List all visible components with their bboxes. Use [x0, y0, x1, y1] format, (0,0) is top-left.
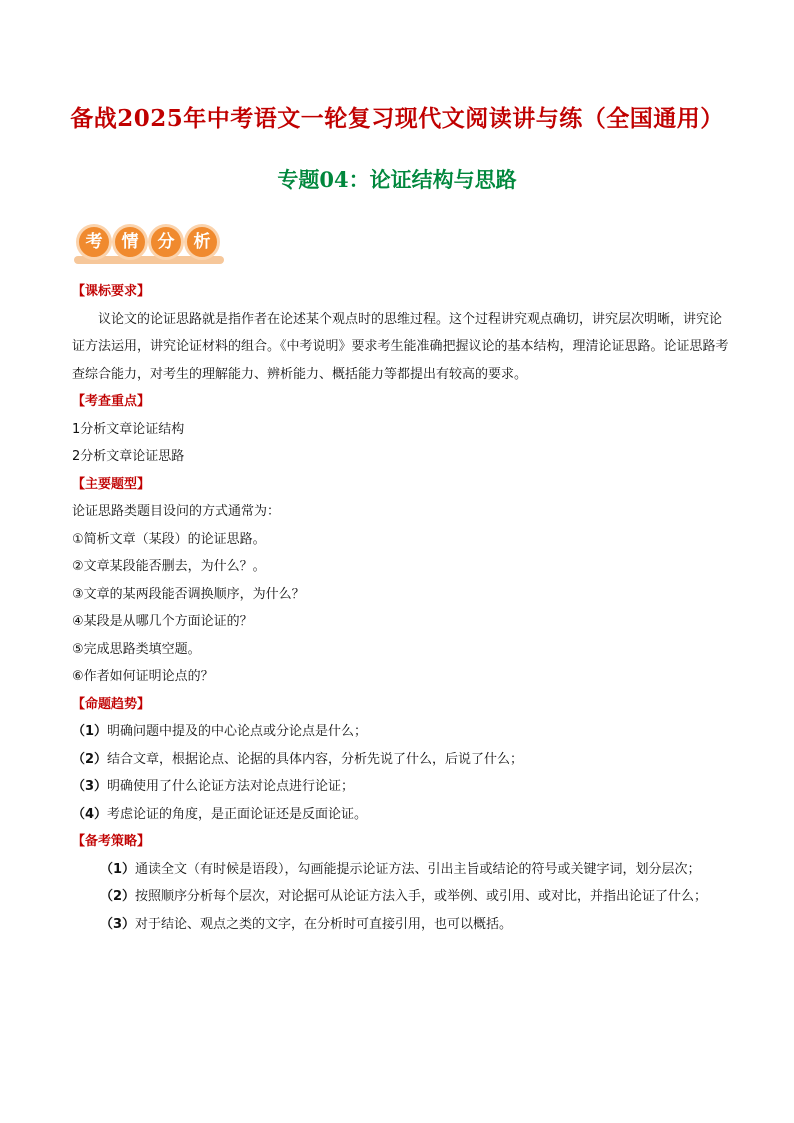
heading-qushi: 【命题趋势】: [72, 696, 151, 712]
item-text: 明确问题中提及的中心论点或分论点是什么；: [107, 724, 368, 739]
section-badge: [74, 222, 234, 268]
heading-kaocha: 【考查重点】: [72, 394, 151, 409]
heading-tixing: 【主要题型】: [72, 476, 151, 492]
item-number: （3）: [72, 779, 108, 794]
item-text: 通读全文（有时候是语段），勾画能提示论证方法、引出主旨或结论的符号或关键字词，划分层次；: [135, 861, 701, 877]
item-text: 按照顺序分析每个层次，对论据可从论证方法入手，或举例、或引用、或对比，并指出论证了什么；: [135, 889, 708, 904]
tixing-intro: 论证思路类题目设问的方式通常为：: [72, 504, 281, 519]
celue-item: [72, 911, 732, 939]
document-subtitle: 专题04：论证结构与思路: [277, 167, 517, 192]
celue-item: [72, 856, 732, 884]
item-number: （1）: [72, 724, 108, 739]
kaocha-item: 1分析文章论证结构: [72, 421, 185, 437]
badge-char-3: 分: [148, 224, 184, 260]
tixing-item: ⑥作者如何证明论点的？: [72, 669, 214, 684]
heading-kebiao: 【课标要求】: [72, 284, 151, 299]
badge-char-4: 析: [184, 224, 220, 260]
kebiao-text: 议论文的论证思路就是指作者在论述某个观点时的思维过程。这个过程讲究观点确切，讲究层次明晰，讲究论证方法运用，讲究论证材料的组合。《中考说明》要求考生能准确把握议论的基本结构，理清论证思路。论证思路考查综合能力，对考生的理解能力、辨析能力、概括能力等都提出有较高的要求。: [72, 311, 729, 382]
tixing-item: ③文章的某两段能否调换顺序，为什么？: [72, 586, 305, 602]
item-text: 对于结论、观点之类的文字，在分析时可直接引用，也可以概括。: [135, 916, 513, 932]
main-content: [72, 278, 732, 938]
item-number: （1）: [100, 861, 136, 877]
item-number: （4）: [72, 806, 108, 822]
badge-char-2: 情: [112, 224, 148, 260]
celue-item: [72, 883, 732, 911]
item-number: （2）: [72, 751, 108, 767]
item-text: 结合文章，根据论点、论据的具体内容，分析先说了什么，后说了什么；: [107, 751, 524, 767]
qushi-item: [72, 718, 732, 746]
item-text: 明确使用了什么论证方法对论点进行论证；: [107, 779, 355, 794]
tixing-item: ②文章某段能否删去，为什么？。: [72, 559, 266, 574]
tixing-item: ⑤完成思路类填空题。: [72, 641, 201, 657]
kaocha-item: 2分析文章论证思路: [72, 449, 185, 464]
badge-char-1: 考: [76, 224, 112, 260]
item-number: （2）: [100, 889, 136, 904]
tixing-item: ④某段是从哪几个方面论证的？: [72, 614, 253, 629]
tixing-item: ①简析文章（某段）的论证思路。: [72, 531, 266, 547]
document-title: 备战2025年中考语文一轮复习现代文阅读讲与练（全国通用）: [70, 105, 724, 132]
qushi-item: [72, 773, 732, 801]
qushi-item: [72, 801, 732, 829]
item-text: 考虑论证的角度，是正面论证还是反面论证。: [107, 806, 368, 822]
heading-celue: 【备考策略】: [72, 834, 151, 849]
item-number: （3）: [100, 916, 136, 932]
qushi-item: [72, 746, 732, 774]
